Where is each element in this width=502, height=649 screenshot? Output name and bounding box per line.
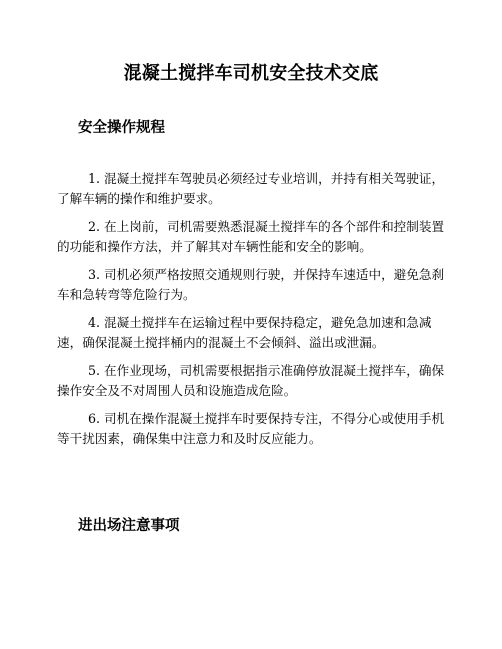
paragraph-item-4: 4. 混凝土搅拌车在运输过程中要保持稳定，避免急加速和急减速，确保混凝土搅拌桶内的混凝土不会倾斜、溢出或泄漏。 [57, 315, 432, 350]
paragraph-item-5: 5. 在作业现场，司机需要根据指示准确停放混凝土搅拌车，确保操作安全及不对周围人员和设施造成危险。 [57, 363, 445, 398]
section-heading-safety-rules: 安全操作规程 [78, 120, 165, 136]
safety-rules-list [57, 169, 452, 457]
document-title: 混凝土搅拌车司机安全技术交底 [123, 63, 379, 84]
paragraph-item-6: 6. 司机在操作混凝土搅拌车时要保持专注，不得分心或使用手机等干扰因素，确保集中注意力和及时反应能力。 [57, 411, 445, 446]
paragraph-item-1: 1. 混凝土搅拌车驾驶员必须经过专业培训，并持有相关驾驶证，了解车辆的操作和维护要求。 [57, 171, 445, 206]
paragraph-item-3: 3. 司机必须严格按照交通规则行驶，并保持车速适中，避免急刹车和急转弯等危险行为。 [57, 267, 445, 302]
section-heading-entry-exit: 进出场注意事项 [78, 518, 180, 534]
paragraph-item-2: 2. 在上岗前，司机需要熟悉混凝土搅拌车的各个部件和控制装置的功能和操作方法，并了解其对车辆性能和安全的影响。 [57, 219, 445, 254]
